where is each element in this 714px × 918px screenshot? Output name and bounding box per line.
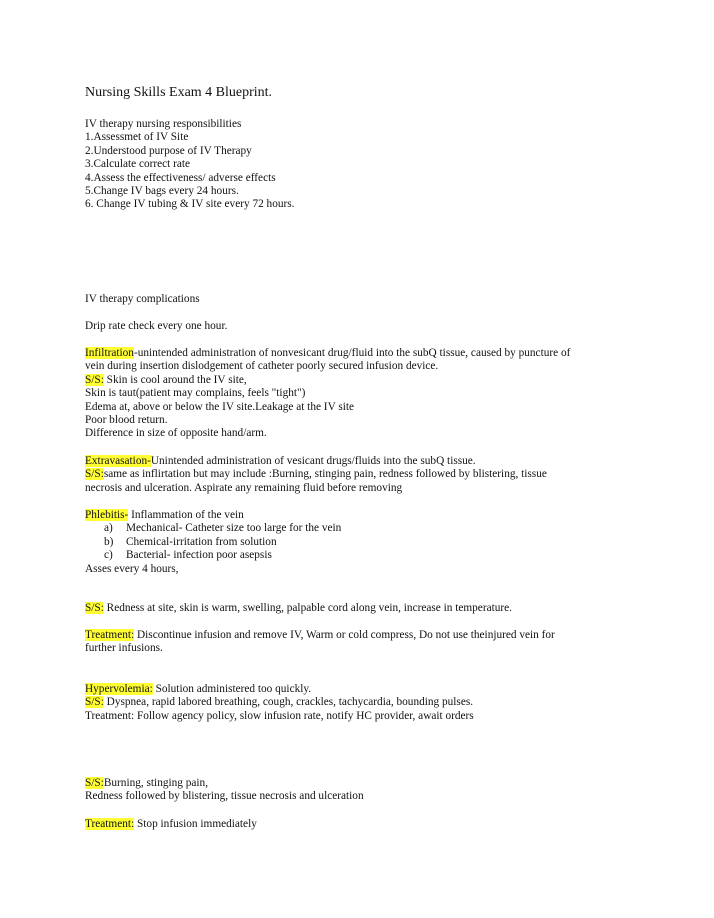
infiltration-sign: Poor blood return. bbox=[85, 414, 168, 427]
hypervolemia-term: Hypervolemia: bbox=[85, 683, 153, 695]
responsibility-item: 5.Change IV bags every 24 hours. bbox=[85, 185, 239, 198]
infiltration-definition-cont: vein during insertion dislodgement of catheter poorly secured infusion device. bbox=[85, 360, 439, 373]
extravasation-sign: same as inflirtation but may include :Burning, stinging pain, redness followed by blistering, tissue bbox=[103, 468, 547, 481]
extravasation-definition: Unintended administration of vesicant drugs/fluids into the subQ tissue. bbox=[150, 455, 476, 467]
responsibility-item: 3.Calculate correct rate bbox=[85, 158, 191, 171]
responsibility-item: 6. Change IV tubing & IV site every 72 hours. bbox=[85, 198, 295, 211]
phlebitis-definition: Inflammation of the vein bbox=[128, 509, 244, 521]
responsibility-item: 1.Assessmet of IV Site bbox=[85, 131, 189, 144]
phlebitis-term: Phlebitis- bbox=[85, 509, 129, 521]
responsibilities-heading: IV therapy nursing responsibilities bbox=[85, 118, 242, 130]
infiltration-sign: Difference in size of opposite hand/arm. bbox=[85, 427, 267, 440]
infiltration-definition: -unintended administration of nonvesicant drug/fluid into the subQ tissue, caused by puncture of bbox=[133, 347, 571, 359]
responsibility-item: 4.Assess the effectiveness/ adverse effects bbox=[85, 171, 276, 184]
infiltration-sign: Skin is cool around the IV site, bbox=[103, 373, 247, 386]
signs-symptoms-label: S/S: bbox=[85, 468, 104, 481]
phlebitis-section bbox=[85, 509, 645, 576]
phlebitis-types-list bbox=[104, 522, 341, 562]
list-item: b) Chemical-irritation from solution bbox=[104, 535, 277, 548]
signs-symptoms-label: S/S: bbox=[85, 602, 104, 614]
hypervolemia-treatment: Treatment: Follow agency policy, slow infusion rate, notify HC provider, await orders bbox=[85, 709, 474, 722]
responsibility-item: 2.Understood purpose of IV Therapy bbox=[85, 144, 252, 157]
infiltration-sign: Skin is taut(patient may complains, feels "tight") bbox=[85, 387, 306, 400]
list-item: c) Bacterial- infection poor asepsis bbox=[104, 549, 272, 562]
final-signs: S/S:Burning, stinging pain, Redness followed by blistering, tissue necrosis and ulceration bbox=[85, 777, 364, 803]
phlebitis-treatment: Treatment: Discontinue infusion and remove IV, Warm or cold compress, Do not use theinjured vein for further infusions. bbox=[85, 629, 555, 655]
extravasation-section bbox=[85, 455, 547, 495]
drip-rate-note: Drip rate check every one hour. bbox=[85, 320, 228, 332]
extravasation-term: Extravasation- bbox=[85, 455, 151, 467]
treatment-label: Treatment: bbox=[85, 818, 135, 830]
extravasation-sign: necrosis and ulceration. Aspirate any remaining fluid before removing bbox=[85, 481, 403, 494]
assess-frequency: Asses every 4 hours, bbox=[85, 562, 179, 575]
signs-symptoms-label: S/S: bbox=[85, 373, 104, 386]
phlebitis-signs: S/S: Redness at site, skin is warm, swelling, palpable cord along vein, increase in temperature. bbox=[85, 602, 512, 614]
signs-symptoms-label: S/S: bbox=[85, 696, 104, 709]
responsibilities-section bbox=[85, 118, 295, 212]
hypervolemia-section: Hypervolemia: Solution administered too quickly. S/S: Dyspnea, rapid labored breathing, cough, crackles, tachycardia, bounding pulses. Treatment: Follow agency policy, slow infusion rate, notify HC provider, await orders bbox=[85, 683, 474, 722]
treatment-label: Treatment: bbox=[85, 629, 135, 641]
infiltration-term: Infiltration bbox=[85, 347, 134, 359]
signs-symptoms-label: S/S: bbox=[85, 777, 104, 789]
final-treatment: Treatment: Stop infusion immediately bbox=[85, 818, 257, 830]
complications-heading: IV therapy complications bbox=[85, 293, 200, 305]
document-title: Nursing Skills Exam 4 Blueprint. bbox=[85, 85, 273, 100]
infiltration-section bbox=[85, 347, 570, 441]
list-item: a) Mechanical- Catheter size too large for the vein bbox=[104, 522, 342, 535]
infiltration-sign: Edema at, above or below the IV site.Leakage at the IV site bbox=[85, 400, 355, 413]
